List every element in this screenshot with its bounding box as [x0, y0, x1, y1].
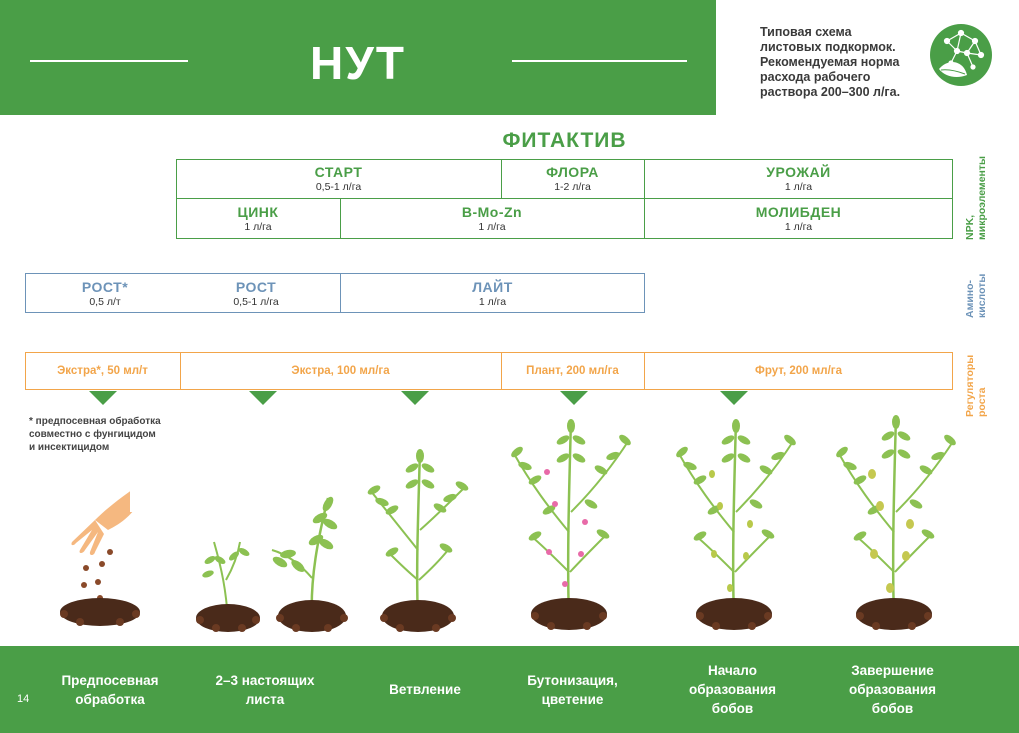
product-name: ФЛОРА: [546, 164, 599, 180]
product-rate: 1 л/га: [784, 221, 813, 233]
stage-label-line: образования: [688, 682, 777, 697]
product-rate: 0,5-1 л/га: [315, 181, 362, 193]
product-rost-seed: [25, 279, 185, 308]
regulators-side-label: [964, 355, 988, 417]
page-number: 14: [17, 693, 30, 705]
product-name: РОСТ*: [81, 279, 129, 295]
product-urozhai: [644, 164, 953, 193]
scheme-note: [760, 25, 930, 100]
stage-label-line: Предпосевная: [61, 672, 159, 688]
side-label-line: микроэлементы: [976, 156, 988, 240]
stage-pod-start: [650, 646, 815, 733]
stage-label-line: цветение: [541, 691, 604, 707]
product-lait: [340, 279, 645, 308]
stage-label-line: Бутонизация,: [527, 672, 618, 688]
product-rate: 1 л/га: [244, 221, 272, 233]
triangle-down-marker-icon: [560, 391, 588, 405]
molecule-leaf-logo-icon: [929, 23, 993, 87]
stage-budding: [490, 646, 655, 733]
product-rate: 0,5 л/т: [89, 296, 121, 308]
product-rate: 1 л/га: [784, 181, 813, 193]
footnote-line: * предпосевная обработка: [29, 416, 161, 427]
product-flora: [501, 164, 644, 193]
header-banner: [0, 0, 716, 115]
footnote-line: совместно с фунгицидом: [29, 429, 156, 440]
stage-label-line: Начало: [708, 663, 757, 678]
product-rate: 0,5-1 л/га: [233, 296, 279, 308]
regulator-plant: Плант, 200 мл/га: [526, 365, 619, 377]
product-rate: 1 л/га: [478, 296, 507, 308]
triangle-down-marker-icon: [89, 391, 117, 405]
triangle-down-marker-icon: [249, 391, 277, 405]
product-rate: 1-2 л/га: [554, 181, 591, 193]
page-title: НУТ: [310, 37, 406, 89]
stage-label-line: бобов: [711, 701, 754, 716]
stage-true-leaves: [180, 646, 350, 733]
side-label-line: кислоты: [976, 273, 988, 318]
stage-label-line: Завершение: [851, 663, 934, 678]
seedling-icon: [190, 530, 270, 640]
product-b-mo-zn: [340, 204, 644, 233]
stage-branching: [340, 646, 510, 733]
stage-label-line: 2–3 настоящих: [215, 672, 315, 688]
hand-sowing-seeds-icon: [50, 480, 160, 640]
side-label-line: роста: [976, 387, 988, 417]
note-line: Типовая схема: [760, 25, 852, 39]
note-line: Рекомендуемая норма: [760, 55, 900, 69]
footnote: [29, 415, 161, 454]
stages-footer: [0, 646, 1019, 733]
stage-label-line: образования: [848, 682, 937, 697]
product-zinc: [176, 204, 340, 233]
side-label-line: NPK,: [964, 214, 976, 240]
stage-label-line: обработка: [75, 691, 145, 707]
product-rost: [185, 279, 327, 308]
note-line: листовых подкормок.: [760, 40, 896, 54]
product-name: B-Mo-Zn: [461, 204, 523, 220]
product-title: ФИТАКТИВ: [502, 129, 627, 152]
regulator-extra: Экстра, 100 мл/га: [291, 365, 390, 377]
regulator-extra-seed: Экстра*, 50 мл/т: [57, 365, 148, 377]
stage-pod-end: [810, 646, 975, 733]
side-label-line: Амино-: [964, 279, 976, 318]
stage-label-line: бобов: [871, 701, 914, 716]
stage-presowing: [20, 646, 200, 733]
stage-label-line: Ветвление: [389, 682, 461, 697]
npk-side-label: [964, 156, 988, 240]
npk-row-divider: [176, 198, 953, 199]
flowering-plant-icon: [505, 412, 635, 640]
branching-plant-icon: [362, 440, 472, 640]
stage-label-line: листа: [245, 691, 285, 707]
triangle-down-marker-icon: [720, 391, 748, 405]
product-name: ЛАЙТ: [472, 279, 513, 295]
product-rate: 1 л/га: [478, 221, 506, 233]
seedling-icon: [268, 488, 358, 640]
title-rule-right: [512, 60, 687, 62]
product-name: ЦИНК: [237, 204, 279, 220]
product-name: МОЛИБДЕН: [755, 204, 842, 220]
note-line: расхода рабочего: [760, 70, 871, 84]
product-name: СТАРТ: [314, 164, 363, 180]
triangle-down-marker-icon: [401, 391, 429, 405]
note-line: раствора 200–300 л/га.: [760, 85, 901, 99]
product-name: УРОЖАЙ: [766, 164, 831, 180]
product-start: [176, 164, 501, 193]
regulator-frut: Фрут, 200 мл/га: [755, 365, 842, 377]
podding-plant-icon: [670, 412, 800, 640]
mature-plant-icon: [830, 408, 960, 640]
side-label-line: Регуляторы: [964, 354, 976, 417]
product-name: РОСТ: [235, 279, 277, 295]
footnote-line: и инсектицидом: [29, 442, 110, 453]
amino-side-label: [964, 274, 988, 318]
product-molibden: [644, 204, 953, 233]
